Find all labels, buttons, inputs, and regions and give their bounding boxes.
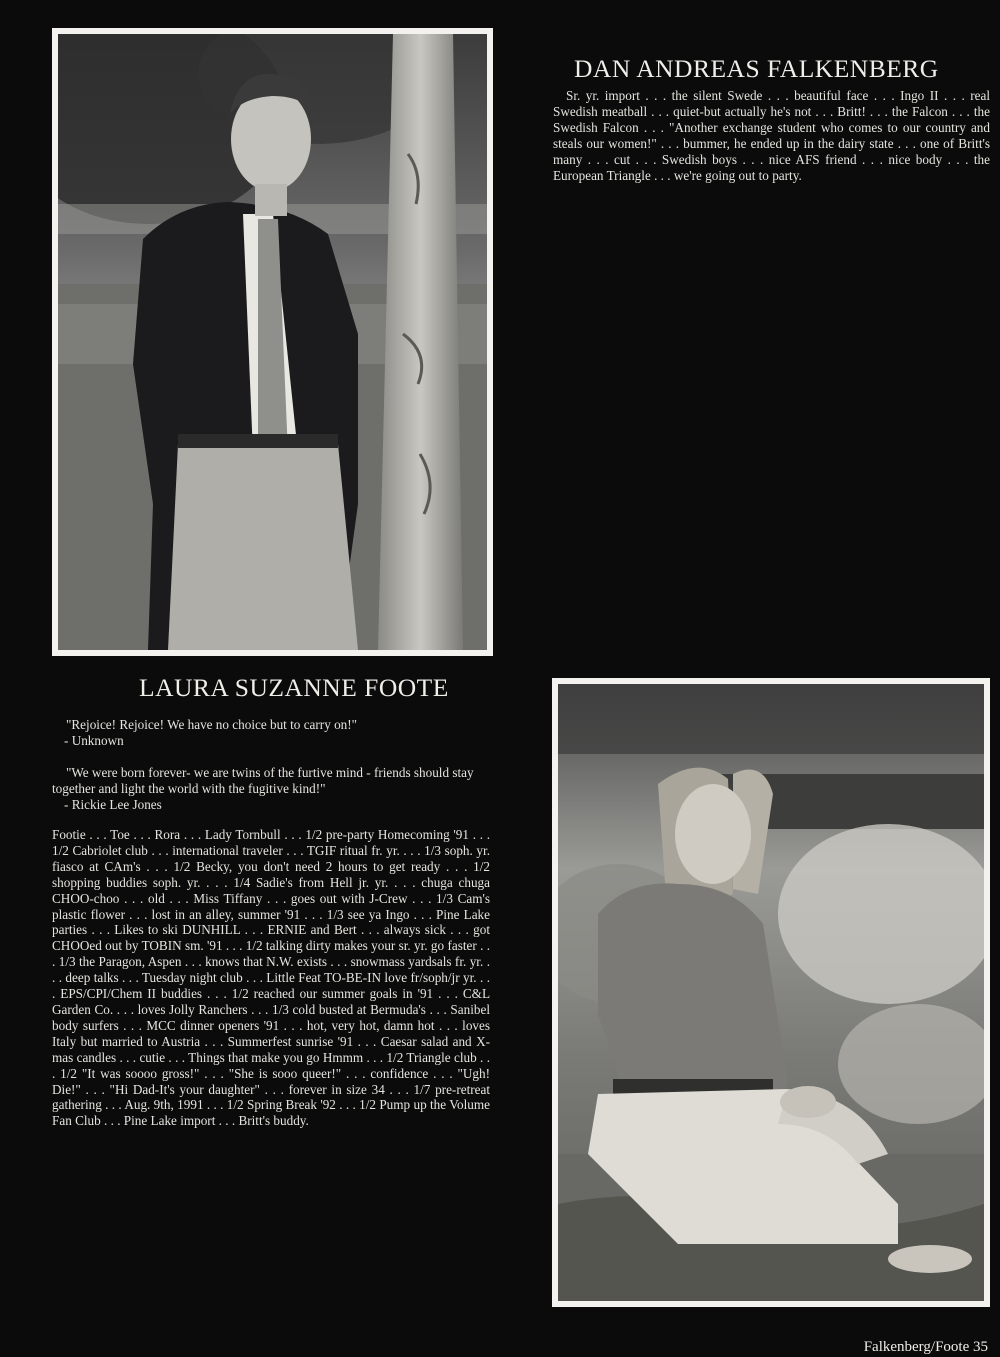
foote-bio-text: Footie . . . Toe . . . Rora . . . Lady Tornbull . . . 1/2 pre-party Homecoming '91 . . . 1/2 Cabriolet club . . . international traveler . . . TGIF ritual fr. yr. . . . 1/3 soph. yr. fiasco at CAm's . . . 1/2 Becky, you don't need 2 hours to get ready . . . 1/2 shopping buddies soph. yr. . . . 1/4 Sadie's from Hell jr. yr. . . . chuga chuga CHOO-choo . . . old . . . Miss Tiffany . . . goes out with J-Crew . . . 1/3 Cam's plastic flower . . . lost in an alley, summer '91 . . . 1/3 see ya Ingo . . . Pine Lake parties . . . Likes to ski DUNHILL . . . ERNIE and Bert . . . always sick . . . got CHOOed out by TOBIN sm. '91 . . . 1/2 talking dirty makes your sr. yr. go faster . . . 1/3 the Paragon, Aspen . . . knows that N.W. exists . . . snowmass yardsals fr. yr. . . . deep talks . . . Tuesday night club . . . Little Feat TO-BE-IN love fr/soph/jr yr. . . . EPS/CPI/Chem II buddies . . . 1/2 reached our summer goals in '91 . . . C&L Garden Co. . . . loves Jolly Ranchers . . . 1/3 cold busted at Bermuda's . . . Sanibel body surfers . . . MCC dinner openers '91 . . . hot, very hot, damn hot . . . loves Italy but married to Austria . . . Summerfest sunrise '91 . . . Caesar salad and X-mas candles . . . cutie . . . Things that make you go Hmmm . . . 1/2 Triangle club . . . 1/2 "It was soooo gross!" . . . "She is sooo queer!" . . . confidence . . . "Ugh! Die!" . . . "Hi Dad-It's your daughter" . . . forever in size 34 . . . 1/7 pre-retreat gathering . . . Aug. 9th, 1991 . . . 1/2 Spring Break '92 . . . 1/2 Pump up the Volume Fan Club . . . Pine Lake import . . . Britt's buddy. xyxy=(52,827,490,1129)
foote-portrait-image xyxy=(558,684,984,1301)
foote-quote-1 xyxy=(52,717,492,749)
foote-name-heading: LAURA SUZANNE FOOTE xyxy=(139,673,449,702)
falkenberg-name-heading: DAN ANDREAS FALKENBERG xyxy=(574,54,939,83)
foote-quote-2-text: "We were born forever- we are twins of the furtive mind - friends should stay together and light the world with the fugitive kind!" xyxy=(52,765,474,796)
foote-quote-1-author: - Unknown xyxy=(64,732,124,748)
foote-quote-2-author: - Rickie Lee Jones xyxy=(64,796,162,812)
foote-quote-1-text: "Rejoice! Rejoice! We have no choice but to carry on!" xyxy=(66,717,358,732)
falkenberg-bio-text: Sr. yr. import . . . the silent Swede . . . beautiful face . . . Ingo II . . . real Swedish meatball . . . quiet-but actually he's not . . . Britt! . . . the Falcon . . . the Swedish Falcon . . . "Another exchange student who comes to our country and steals our women!" . . . bummer, he ended up in the dairy state . . . one of Britt's many . . . cut . . . Swedish boys . . . nice AFS friend . . . nice body . . . the European Triangle . . . we're going out to party. xyxy=(553,88,990,183)
foote-quote-2 xyxy=(52,765,492,813)
foote-portrait-photo xyxy=(558,684,984,1301)
page-footer-label: Falkenberg/Foote 35 xyxy=(863,1339,988,1355)
falkenberg-portrait-image xyxy=(58,34,487,650)
falkenberg-portrait-photo xyxy=(58,34,487,650)
